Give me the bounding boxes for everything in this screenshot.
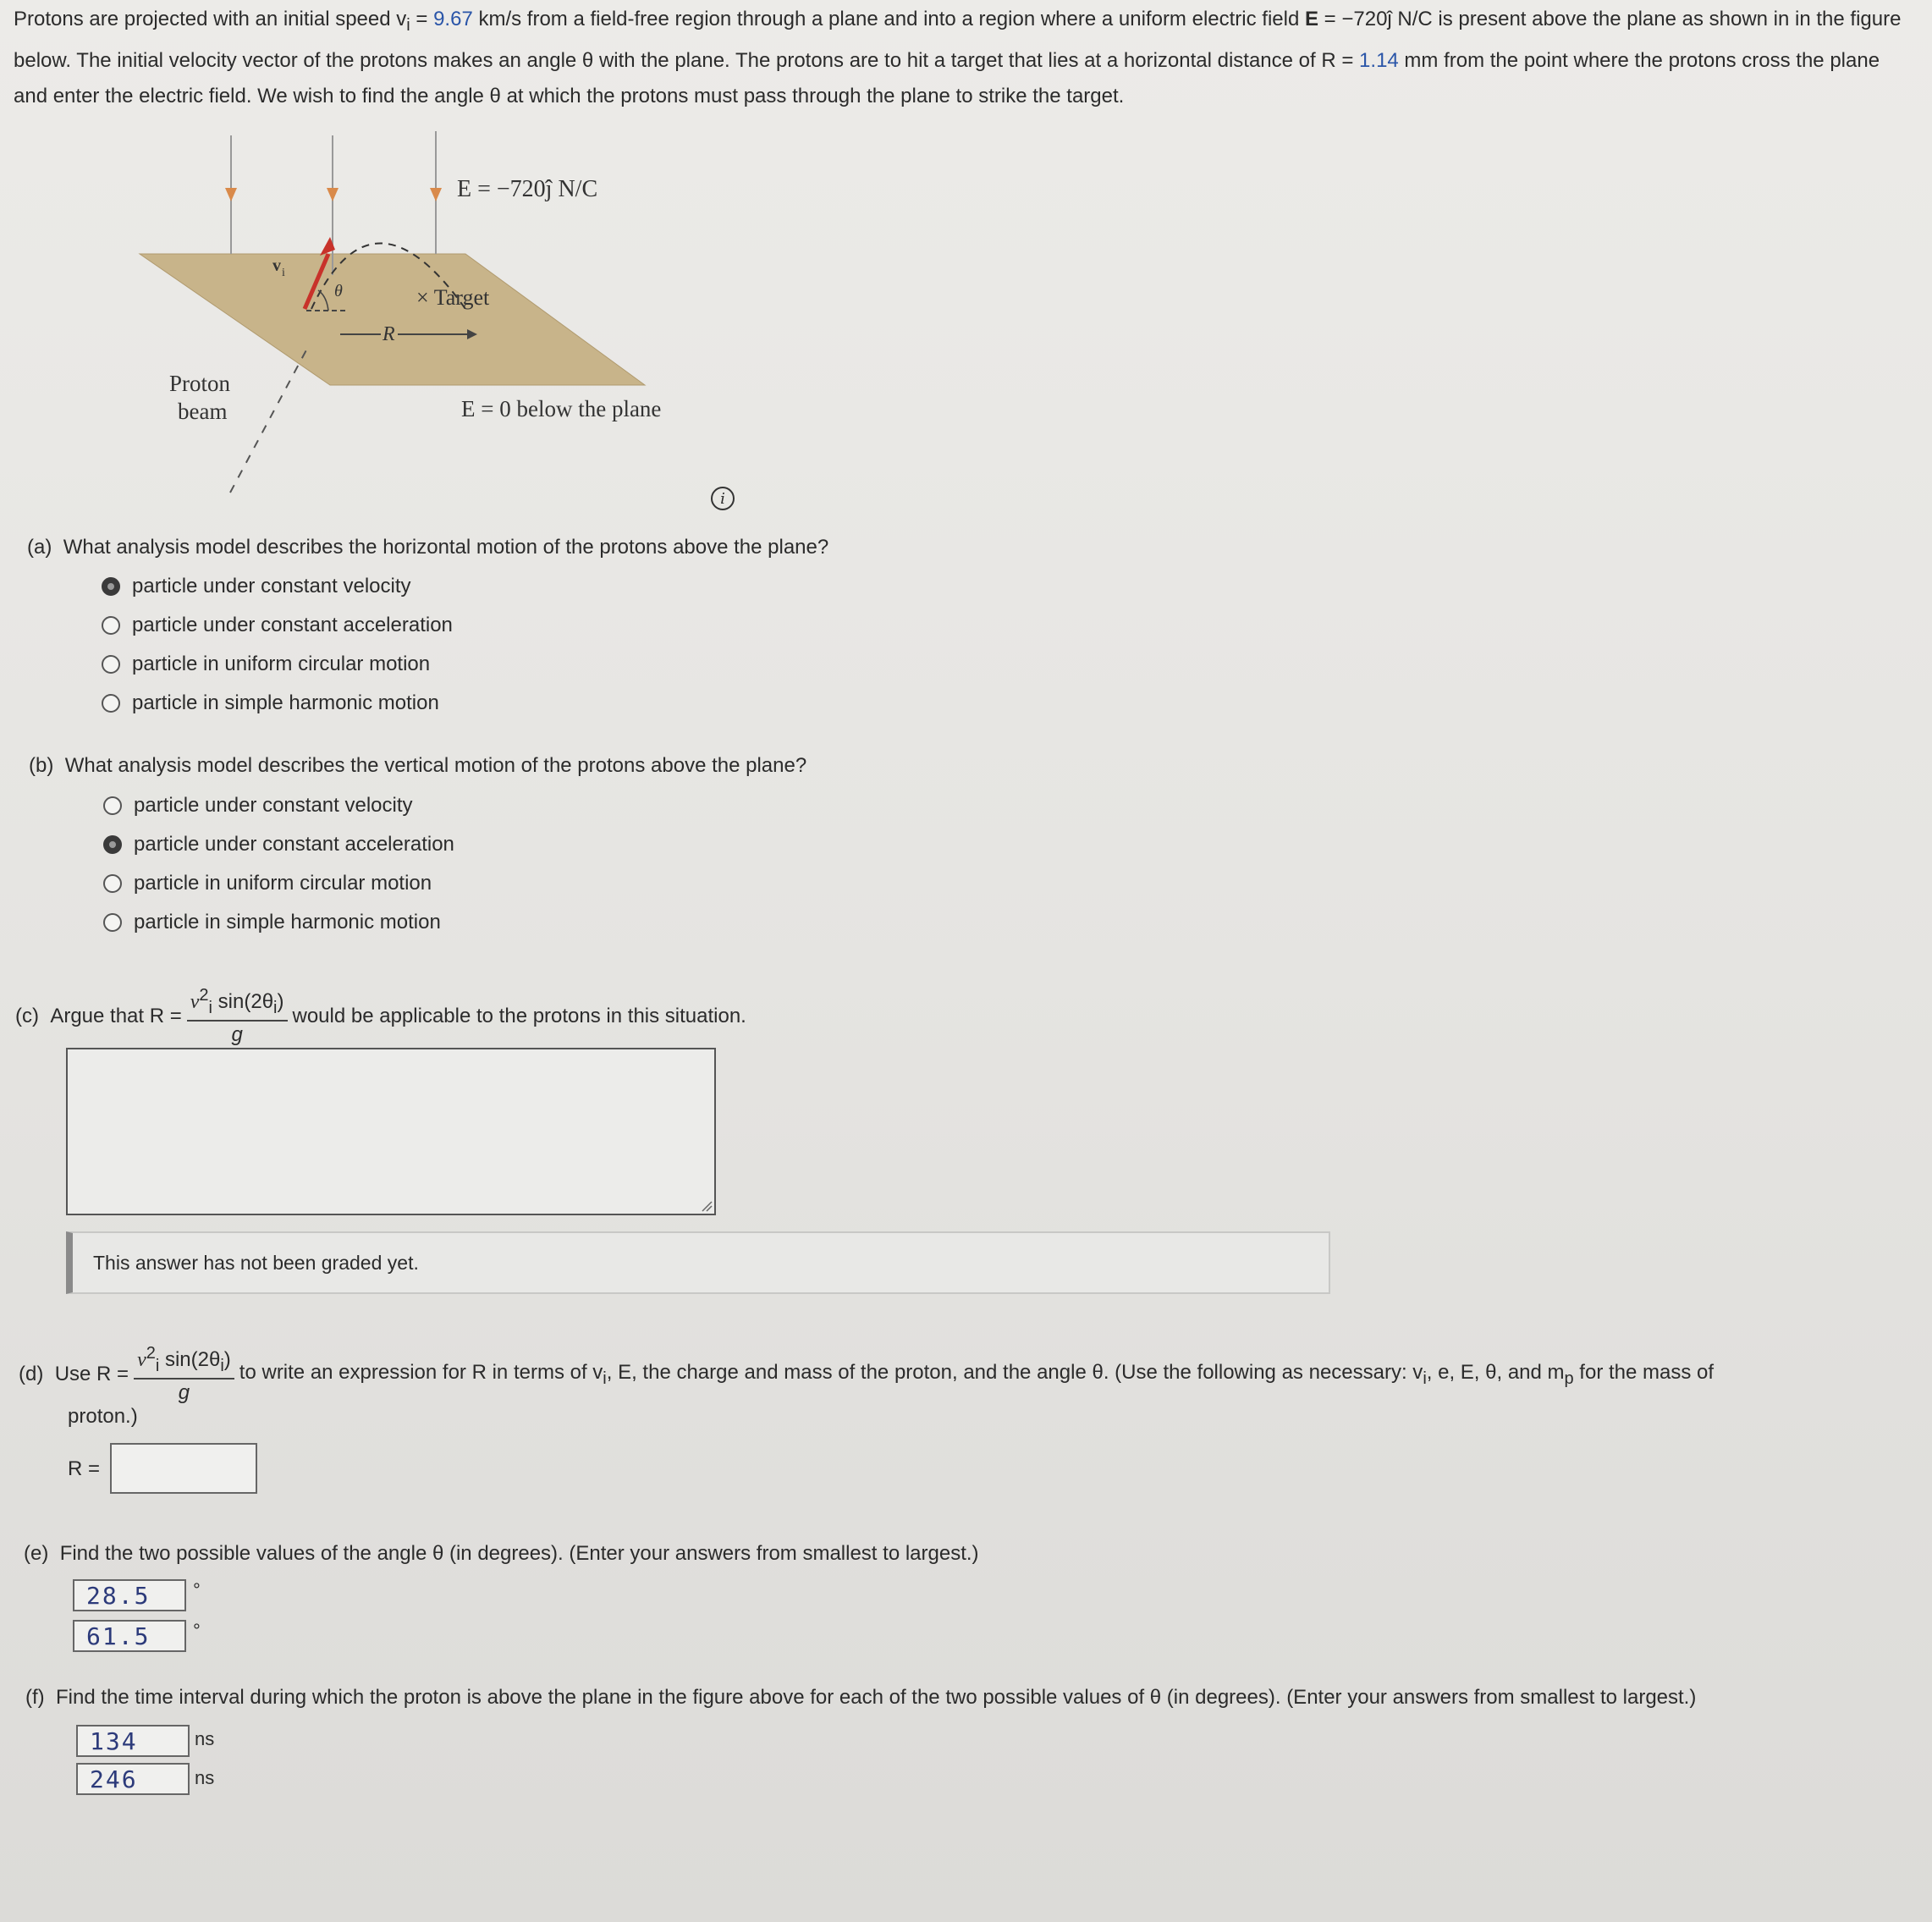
resize-grip-icon[interactable] [701,1200,713,1212]
part-f-text: Find the time interval during which the proton is above the plane in the figure above for each of the two possible values of θ (in degrees). (Enter your answers from smallest to largest.) [56,1686,1697,1709]
fraction-denominator: g [178,1380,190,1404]
part-f-answer-1[interactable] [76,1725,190,1757]
proton-figure [127,127,719,516]
intro-eq: = [410,8,434,30]
suffix-c: , e, E, θ, and m [1426,1360,1565,1384]
field-arrowheads [225,188,442,201]
num-sup: 2 [199,986,209,1005]
beam-label-2: beam [178,399,228,424]
radio[interactable] [102,655,120,674]
suffix-d: for the mass of [1573,1360,1715,1384]
option-label: particle under constant velocity [132,575,411,598]
num-rest-sub: i [220,1356,224,1375]
num-sub: i [155,1356,160,1375]
problem-statement [14,2,1918,114]
figure-r-label: R [383,323,395,345]
num-close: ) [277,990,284,1013]
r-value: 1.14 [1359,48,1399,72]
intro-sub: i [406,15,410,35]
fraction-numerator [134,1344,234,1380]
figure-vi-label: v [272,256,281,275]
part-b-option-1[interactable] [103,833,454,856]
part-f-answer-2[interactable] [76,1763,190,1795]
part-c-answer-textarea[interactable] [66,1048,716,1215]
field-equation: = −720ĵ N/C [1318,8,1433,30]
part-a-question [27,536,828,559]
field-vector: E [1304,8,1318,30]
beam-label-1: Proton [169,371,231,396]
part-c-suffix: would be applicable to the protons in this situation. [292,1004,746,1027]
num-v: v [137,1349,146,1371]
part-f-label: (f) [25,1686,45,1709]
option-label: particle in uniform circular motion [134,872,432,895]
num-sup: 2 [146,1344,156,1363]
part-c-label: (c) [15,1004,39,1027]
speed-value: 9.67 [433,8,473,30]
num-rest: sin(2θ [159,1348,221,1371]
part-b-option-2[interactable] [103,872,432,895]
intro-text: Protons are projected with an initial speed v [14,8,407,30]
part-e-label: (e) [24,1542,49,1565]
part-e-text: Find the two possible values of the angle θ (in degrees). (Enter your answers from smallest to largest.) [59,1542,979,1565]
fraction-denominator: g [231,1022,243,1046]
option-label: particle in simple harmonic motion [132,691,439,714]
part-d-prefix: Use R = [54,1362,129,1385]
radio[interactable] [102,616,120,635]
ns-unit: ns [195,1728,215,1749]
part-a-option-3[interactable] [102,691,439,715]
part-d-line2: proton.) [68,1405,138,1428]
part-a-option-0[interactable] [102,575,411,598]
option-label: particle under constant acceleration [132,614,453,636]
answer-value: 61.5 [86,1622,151,1650]
option-label: particle under constant acceleration [134,833,454,856]
part-e-question [24,1542,979,1566]
part-d-input-label: R = [68,1457,101,1480]
radio[interactable] [103,874,122,893]
info-glyph: i [720,489,725,508]
r-label: R = [1321,48,1360,72]
suffix-sub2: i [1423,1369,1427,1388]
radio[interactable] [102,694,120,713]
part-c-prefix: Argue that R = [50,1004,182,1027]
part-e-answer-1[interactable] [73,1579,186,1611]
figure-theta-label: θ [334,282,343,300]
suffix-a: to write an expression for R in terms of v [239,1360,603,1384]
num-rest-sub: i [273,998,278,1017]
graded-status-banner [66,1231,1330,1294]
field-plane [140,254,645,385]
option-label: particle in uniform circular motion [132,653,431,675]
answer-value: 28.5 [86,1581,151,1610]
info-icon[interactable] [711,487,735,510]
part-f-question [25,1686,1696,1710]
degree-unit: ° [193,1620,201,1641]
radio[interactable] [103,913,122,932]
intro-text-c: is present above the plane as shown in in the figure below. The initial velocity vector of the protons makes an angle θ with the plane. The protons are to hit a target that lies at a horizontal distance of [14,8,1902,72]
part-a-label: (a) [27,536,52,559]
suffix-b: , E, the charge and mass of the proton, and the angle θ. (Use the following as necessary: v [606,1360,1423,1384]
part-d-suffix [239,1361,1714,1389]
fraction-numerator [187,986,288,1022]
radio[interactable] [103,796,122,815]
answer-value: 246 [90,1765,138,1793]
part-a-text: What analysis model describes the horizontal motion of the protons above the plane? [63,536,829,559]
suffix-sub3: p [1564,1369,1574,1388]
suffix-sub: i [603,1369,607,1388]
answer-value: 134 [90,1726,138,1755]
target-label: × Target [416,285,490,310]
degree-unit: ° [193,1579,201,1600]
ns-unit: ns [195,1767,215,1788]
num-rest: sin(2θ [212,990,274,1013]
radio-selected[interactable] [102,577,120,596]
intro-text-b: km/s from a field-free region through a plane and into a region where a uniform electric field [472,8,1305,30]
part-b-option-0[interactable] [103,794,413,818]
radio-selected[interactable] [103,835,122,854]
part-a-option-1[interactable] [102,614,453,637]
part-d-fraction [134,1344,234,1405]
part-d-input[interactable] [110,1443,257,1494]
graded-status-text: This answer has not been graded yet. [93,1251,419,1274]
option-label: particle in simple harmonic motion [134,911,441,933]
part-c-fraction [187,986,288,1047]
part-b-question [29,754,806,778]
part-b-label: (b) [29,754,54,777]
num-sub: i [208,998,212,1017]
part-d-question [19,1344,1914,1405]
part-e-answer-2[interactable] [73,1620,186,1652]
option-label: particle under constant velocity [134,794,413,817]
part-c-question [15,986,746,1047]
figure-vi-sub: i [282,267,285,279]
part-a-option-2[interactable] [102,653,430,676]
field-label: E = −720ĵ N/C [457,176,598,202]
intro-text-d: mm from the point where the protons cross the plane and enter the electric field. We wish to find the angle θ at which the protons must pass through the plane to strike the target. [14,48,1880,107]
part-b-option-3[interactable] [103,911,441,934]
num-v: v [190,991,200,1013]
num-close: ) [223,1348,231,1371]
part-b-text: What analysis model describes the vertical motion of the protons above the plane? [64,754,807,777]
proton-beam-line [230,345,309,493]
part-d-label: (d) [19,1362,44,1385]
zero-field-label: E = 0 below the plane [461,396,662,421]
